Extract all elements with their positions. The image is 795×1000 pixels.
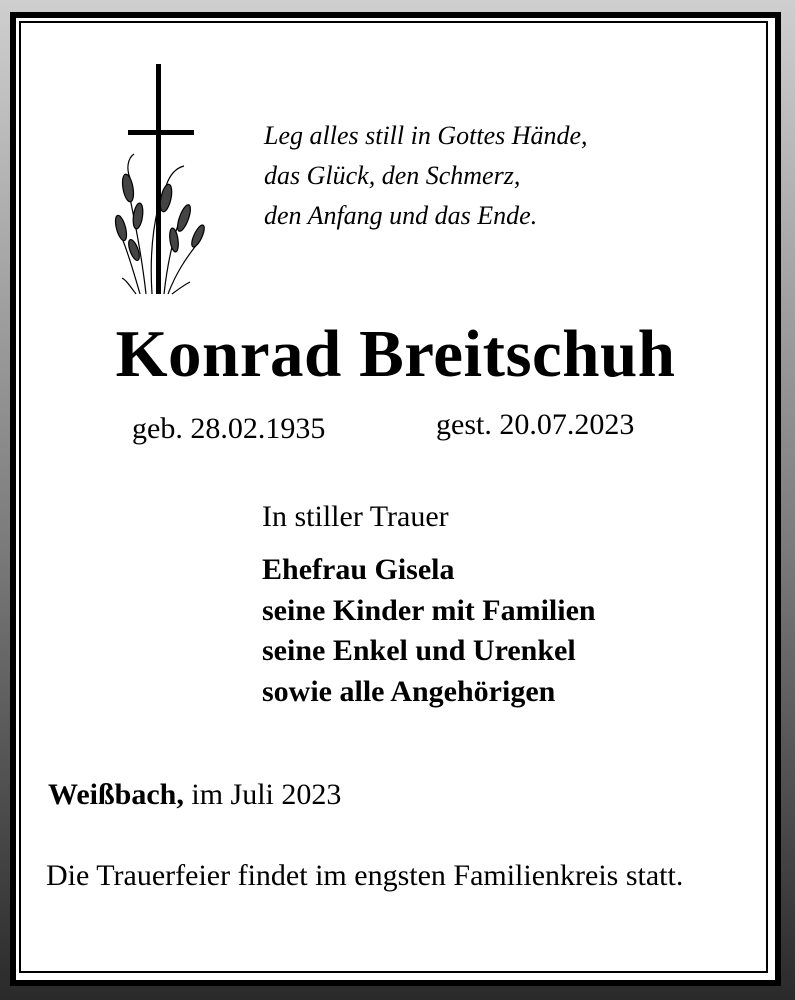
mourning-intro: In stiller Trauer xyxy=(262,500,449,533)
mourners-list xyxy=(262,550,596,712)
birth-date: geb. 28.02.1935 xyxy=(132,412,326,445)
verse-line: Leg alles still in Gottes Hände, xyxy=(264,121,588,150)
mourner: seine Kinder mit Familien xyxy=(262,593,596,627)
date: im Juli 2023 xyxy=(191,778,342,811)
mourner: seine Enkel und Urenkel xyxy=(262,634,576,667)
verse-line: das Glück, den Schmerz, xyxy=(264,161,521,190)
death-date: gest. 20.07.2023 xyxy=(436,408,635,441)
mourner: sowie alle Angehörigen xyxy=(262,674,556,708)
place-date xyxy=(48,778,341,812)
obituary-sheet xyxy=(10,12,781,986)
funeral-notice: Die Trauerfeier findet im engsten Familienkreis statt. xyxy=(46,859,684,892)
verse xyxy=(264,116,588,236)
deceased-name: Konrad Breitschuh xyxy=(115,317,676,391)
verse-line: den Anfang und das Ende. xyxy=(264,201,538,230)
place: Weißbach, xyxy=(48,778,184,811)
cross-wheat-emblem xyxy=(106,58,206,296)
obituary-card xyxy=(16,18,775,980)
mourner: Ehefrau Gisela xyxy=(262,553,455,586)
